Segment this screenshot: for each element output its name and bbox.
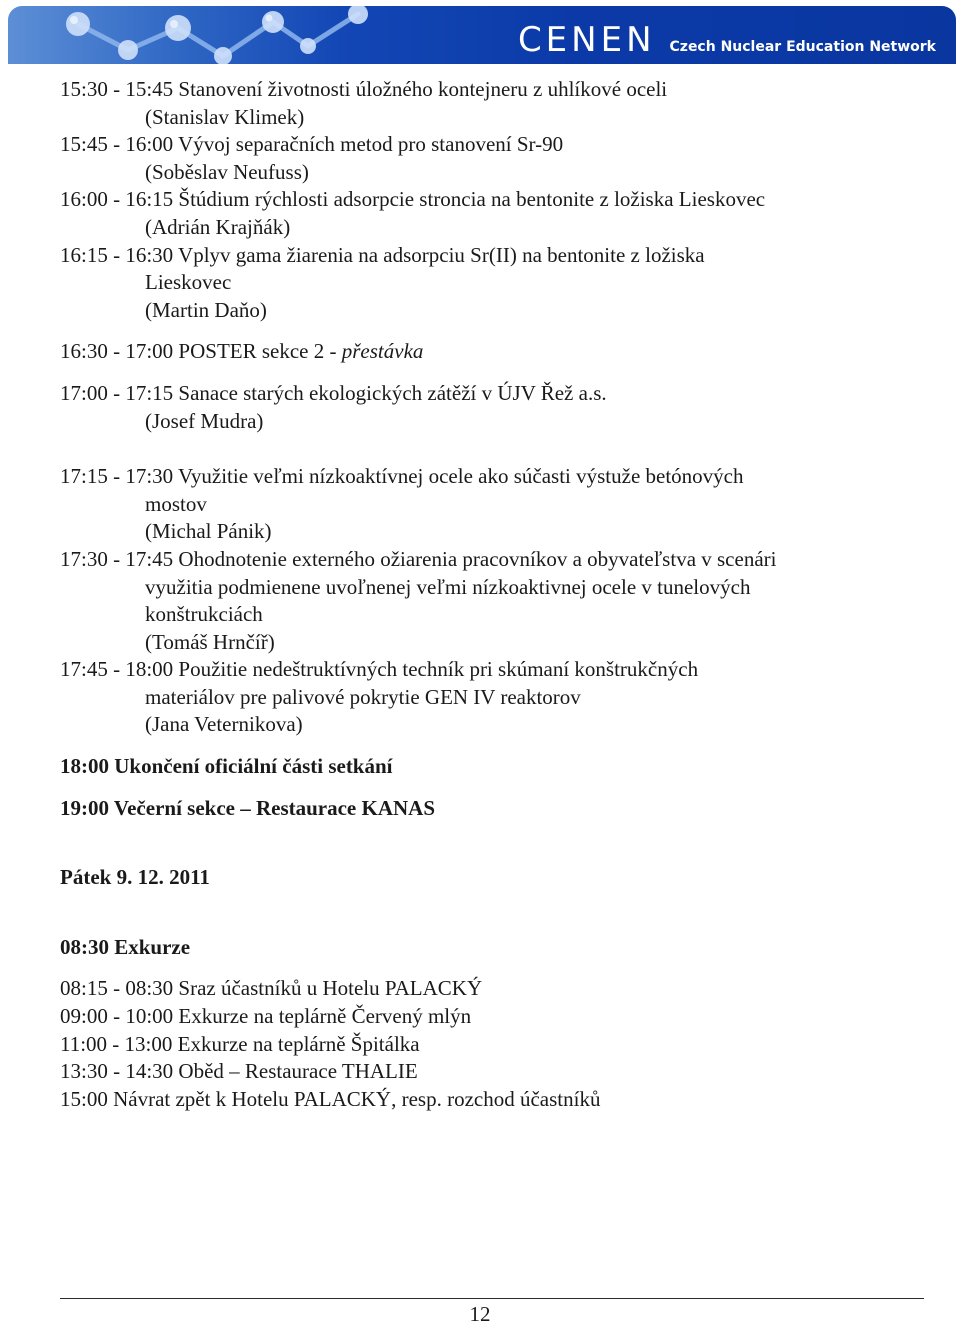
cenen-logo (518, 20, 936, 60)
session-title: Využitie veľmi nízkoaktívnej ocele ako súčasti výstuže betónových (178, 464, 744, 489)
session-speaker: (Adrián Krajňák) (145, 214, 291, 239)
session-speaker: (Tomáš Hrnčíř) (145, 629, 275, 654)
logo-wordmark: CENEN (517, 20, 656, 60)
session-row (60, 242, 920, 270)
session-time: 17:15 - 17:30 (60, 464, 174, 489)
session-title: Sanace starých ekologických zátěží v ÚJV Řež a.s. (178, 380, 607, 405)
break-label: přestávka (341, 339, 424, 364)
session-title: POSTER sekce 2 - (178, 339, 342, 364)
session-speaker: (Josef Mudra) (145, 408, 264, 433)
session-title-cont: konštrukciách (145, 602, 263, 627)
page-number: 12 (469, 1302, 491, 1326)
session-speaker: (Stanislav Klimek) (145, 104, 305, 129)
session-time: 17:00 - 17:15 (60, 380, 174, 405)
session-title: Štúdium rýchlosti adsorpcie stroncia na bentonite z ložiska Lieskovec (178, 187, 766, 212)
session-row (60, 656, 920, 684)
session-time: 17:45 - 18:00 (60, 657, 174, 682)
session-row (60, 463, 920, 491)
session-speaker: (Jana Veternikova) (145, 712, 303, 737)
session-row (60, 380, 920, 408)
end-of-official-part: 18:00 Ukončení oficiální části setkání (60, 754, 393, 779)
logo-subtitle: Czech Nuclear Education Network (669, 39, 936, 55)
session-title-cont: mostov (145, 491, 207, 516)
program-content (60, 76, 920, 1113)
session-speaker: (Martin Daňo) (145, 297, 267, 322)
session-row (60, 546, 920, 574)
session-speaker: (Soběslav Neufuss) (145, 159, 309, 184)
list-item: 08:15 - 08:30 Sraz účastníků u Hotelu PALACKÝ (60, 976, 483, 1001)
session-title: Stanovení životnosti úložného kontejneru z uhlíkové oceli (178, 77, 668, 101)
session-title: Vplyv gama žiarenia na adsorpciu Sr(II) na bentonite z ložiska (178, 242, 705, 267)
session-time: 16:15 - 16:30 (60, 242, 174, 267)
evening-section: 19:00 Večerní sekce – Restaurace KANAS (60, 795, 436, 820)
list-item: 11:00 - 13:00 Exkurze na teplárně Špitálka (60, 1031, 420, 1056)
friday-date-heading: Pátek 9. 12. 2011 (60, 865, 210, 890)
session-time: 16:30 - 17:00 (60, 339, 174, 364)
poster-break-row (60, 338, 920, 366)
molecule-graphic (8, 6, 568, 64)
list-item: 13:30 - 14:30 Oběd – Restaurace THALIE (60, 1059, 418, 1084)
list-item: 15:00 Návrat zpět k Hotelu PALACKÝ, resp. rozchod účastníků (60, 1086, 601, 1111)
session-time: 17:30 - 17:45 (60, 546, 174, 571)
session-title-cont: využitia podmienene uvoľnenej veľmi nízkoaktivnej ocele v tunelových (145, 574, 751, 599)
footer-divider (60, 1298, 924, 1299)
header-banner (8, 6, 956, 64)
session-row (60, 186, 920, 214)
session-row (60, 76, 920, 104)
excursion-heading: 08:30 Exkurze (60, 934, 191, 959)
session-row (60, 131, 920, 159)
session-title: Použitie nedeštruktívných techník pri skúmaní konštrukčných (178, 657, 699, 682)
session-time: 16:00 - 16:15 (60, 187, 174, 212)
session-title: Ohodnotenie externého ožiarenia pracovníkov a obyvateľstva v scenári (178, 546, 777, 571)
list-item: 09:00 - 10:00 Exkurze na teplárně Červený mlýn (60, 1004, 472, 1029)
session-time: 15:45 - 16:00 (60, 132, 174, 157)
session-time: 15:30 - 15:45 (60, 77, 174, 101)
session-speaker: (Michal Pánik) (145, 519, 272, 544)
session-title: Vývoj separačních metod pro stanovení Sr-90 (178, 132, 564, 157)
session-title-cont: materiálov pre palivové pokrytie GEN IV reaktorov (145, 684, 581, 709)
session-title-cont: Lieskovec (145, 270, 232, 295)
